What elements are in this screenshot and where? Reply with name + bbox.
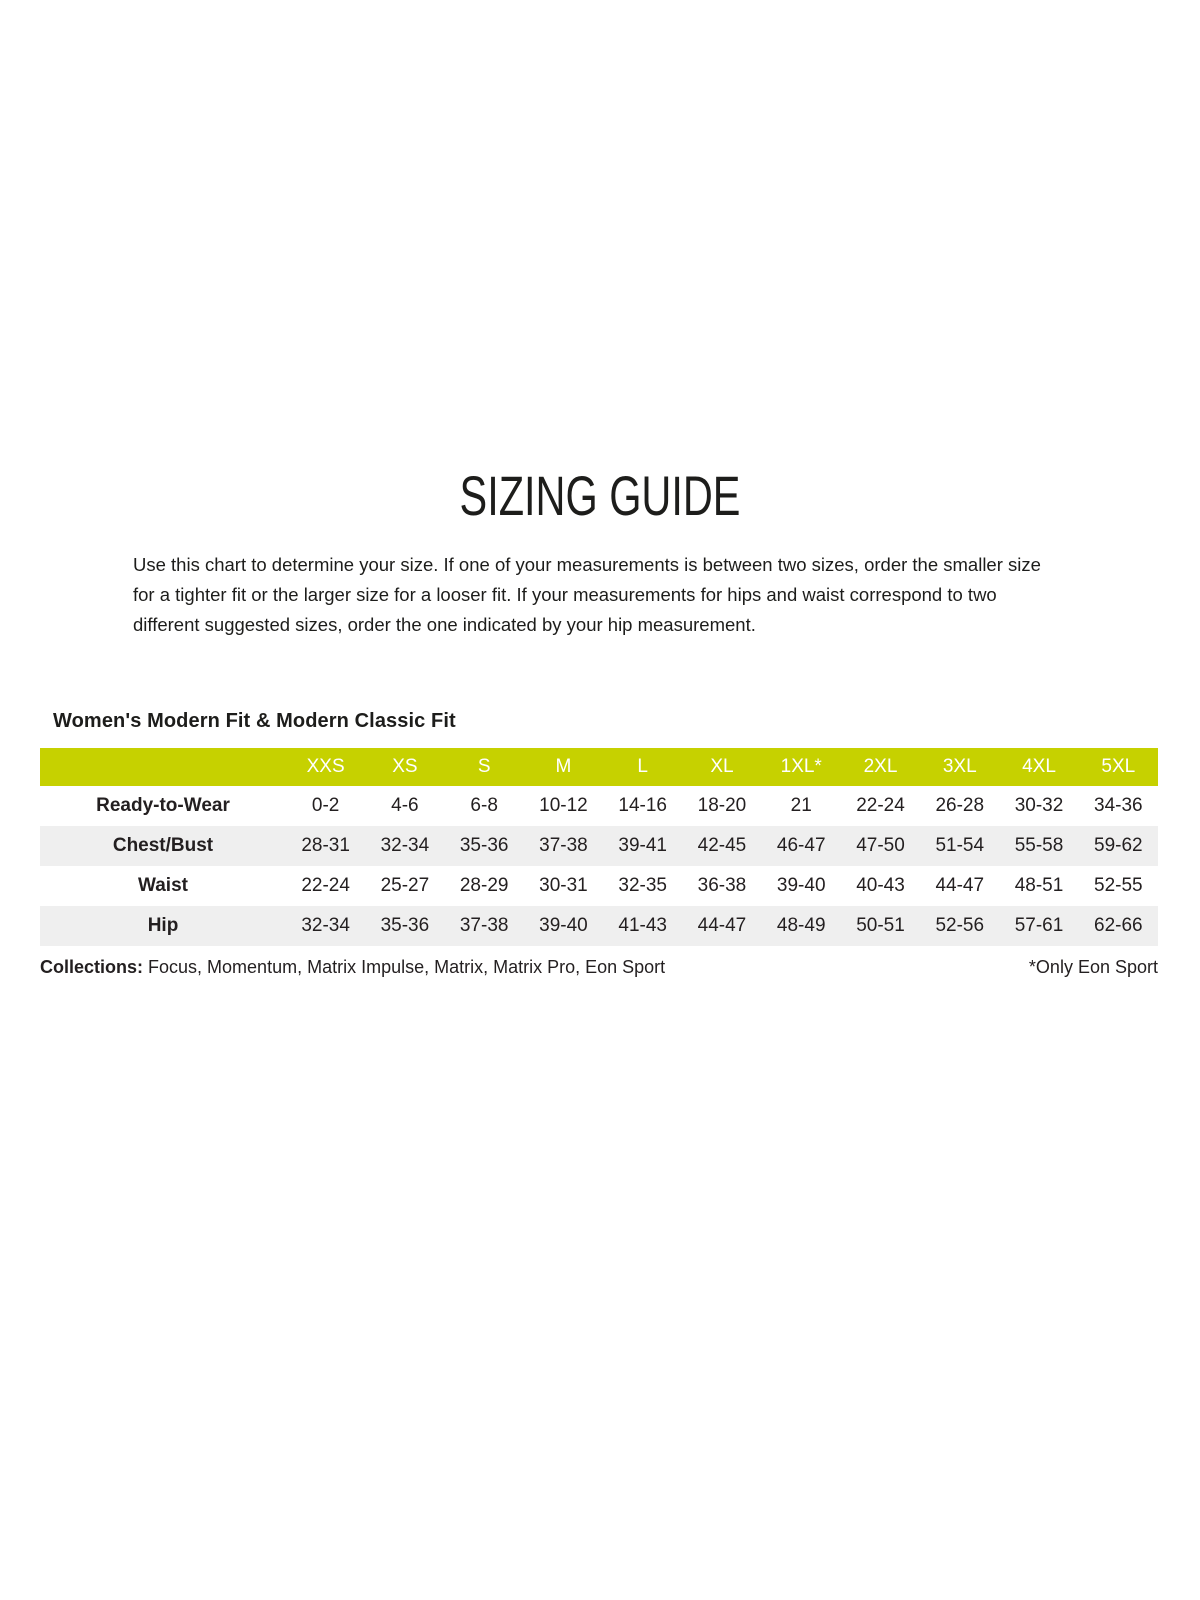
size-value-cell: 48-51 <box>1014 875 1064 896</box>
size-value-cell: 0-2 <box>311 795 340 816</box>
size-value-cell: 22-24 <box>856 795 905 816</box>
size-value-cell: 37-38 <box>539 835 588 856</box>
size-value-cell: 39-40 <box>776 875 826 896</box>
size-value-cell: 48-49 <box>776 915 826 936</box>
size-value-cell: 42-45 <box>697 835 747 856</box>
size-value-cell: 28-29 <box>459 875 509 896</box>
size-value-cell: 52-55 <box>1094 875 1143 896</box>
size-value-cell: 35-36 <box>459 835 509 856</box>
size-value-cell: 35-36 <box>380 915 430 936</box>
size-value-cell: 32-34 <box>380 835 430 856</box>
table-row <box>40 866 1158 906</box>
size-value-cell: 40-43 <box>856 875 905 896</box>
size-value-cell: 4-6 <box>391 795 419 816</box>
size-value-cell: 36-38 <box>697 875 747 896</box>
size-value-cell: 44-47 <box>935 875 985 896</box>
size-value-cell: 44-47 <box>697 915 747 936</box>
size-column-header: 2XL <box>841 748 920 786</box>
size-value-cell: 30-31 <box>539 875 588 896</box>
size-value-cell: 6-8 <box>470 795 498 816</box>
size-value-cell: 32-34 <box>301 915 350 936</box>
size-value-cell: 57-61 <box>1014 915 1064 936</box>
size-value-cell: 30-32 <box>1014 795 1064 816</box>
page-title: SIZING GUIDE <box>459 464 741 527</box>
size-value-cell: 50-51 <box>856 915 905 936</box>
size-value-cell: 25-27 <box>380 875 430 896</box>
size-value-cell: 52-56 <box>935 915 985 936</box>
size-column-header: 5XL <box>1079 748 1158 786</box>
size-column-header: XS <box>365 748 444 786</box>
table-row <box>40 826 1158 866</box>
size-table <box>40 748 1158 946</box>
collections-list: Focus, Momentum, Matrix Impulse, Matrix, Matrix Pro, Eon Sport <box>148 957 666 977</box>
size-column-header: L <box>603 748 682 786</box>
size-value-cell: 62-66 <box>1094 915 1143 936</box>
section-heading: Women's Modern Fit & Modern Classic Fit <box>53 710 456 732</box>
size-column-header: XXS <box>286 748 365 786</box>
table-row <box>40 786 1158 826</box>
size-column-header: M <box>524 748 603 786</box>
size-value-cell: 26-28 <box>935 795 985 816</box>
size-value-cell: 32-35 <box>618 875 667 896</box>
size-value-cell: 51-54 <box>935 835 985 856</box>
size-value-cell: 14-16 <box>618 795 667 816</box>
size-table-corner-cell <box>40 748 286 786</box>
size-value-cell: 21 <box>790 795 812 816</box>
size-table-header-row <box>40 748 1158 786</box>
size-value-cell: 10-12 <box>539 795 588 816</box>
size-column-header: S <box>445 748 524 786</box>
size-value-cell: 22-24 <box>301 875 350 896</box>
measurement-row-label: Hip <box>147 915 179 936</box>
size-value-cell: 34-36 <box>1094 795 1143 816</box>
size-column-header: XL <box>682 748 761 786</box>
size-column-header: 3XL <box>920 748 999 786</box>
size-value-cell: 59-62 <box>1094 835 1143 856</box>
intro-paragraph: Use this chart to determine your size. If one of your measurements is between two sizes, order the smaller size for a tighter fit or the larger size for a looser fit. If your measurements for hips and waist correspond to two different suggested sizes, order the one indicated by your hip measurement. <box>133 554 1041 635</box>
size-value-cell: 28-31 <box>301 835 350 856</box>
table-footer <box>40 955 1158 979</box>
size-column-header: 4XL <box>999 748 1078 786</box>
size-value-cell: 46-47 <box>776 835 826 856</box>
size-value-cell: 39-40 <box>539 915 588 936</box>
size-column-header: 1XL* <box>762 748 841 786</box>
collections-note <box>40 955 665 979</box>
size-table-header <box>40 748 1158 786</box>
size-value-cell: 18-20 <box>697 795 747 816</box>
size-value-cell: 47-50 <box>856 835 905 856</box>
table-row <box>40 906 1158 946</box>
size-table-body <box>40 786 1158 946</box>
size-value-cell: 41-43 <box>618 915 667 936</box>
size-value-cell: 37-38 <box>459 915 509 936</box>
measurement-row-label: Ready-to-Wear <box>96 795 230 816</box>
footnote-only-eon-sport: *Only Eon Sport <box>1028 957 1158 977</box>
measurement-row-label: Waist <box>138 875 188 896</box>
measurement-row-label: Chest/Bust <box>112 835 214 856</box>
size-value-cell: 55-58 <box>1014 835 1064 856</box>
size-value-cell: 39-41 <box>618 835 667 856</box>
collections-label: Collections: <box>40 957 144 977</box>
